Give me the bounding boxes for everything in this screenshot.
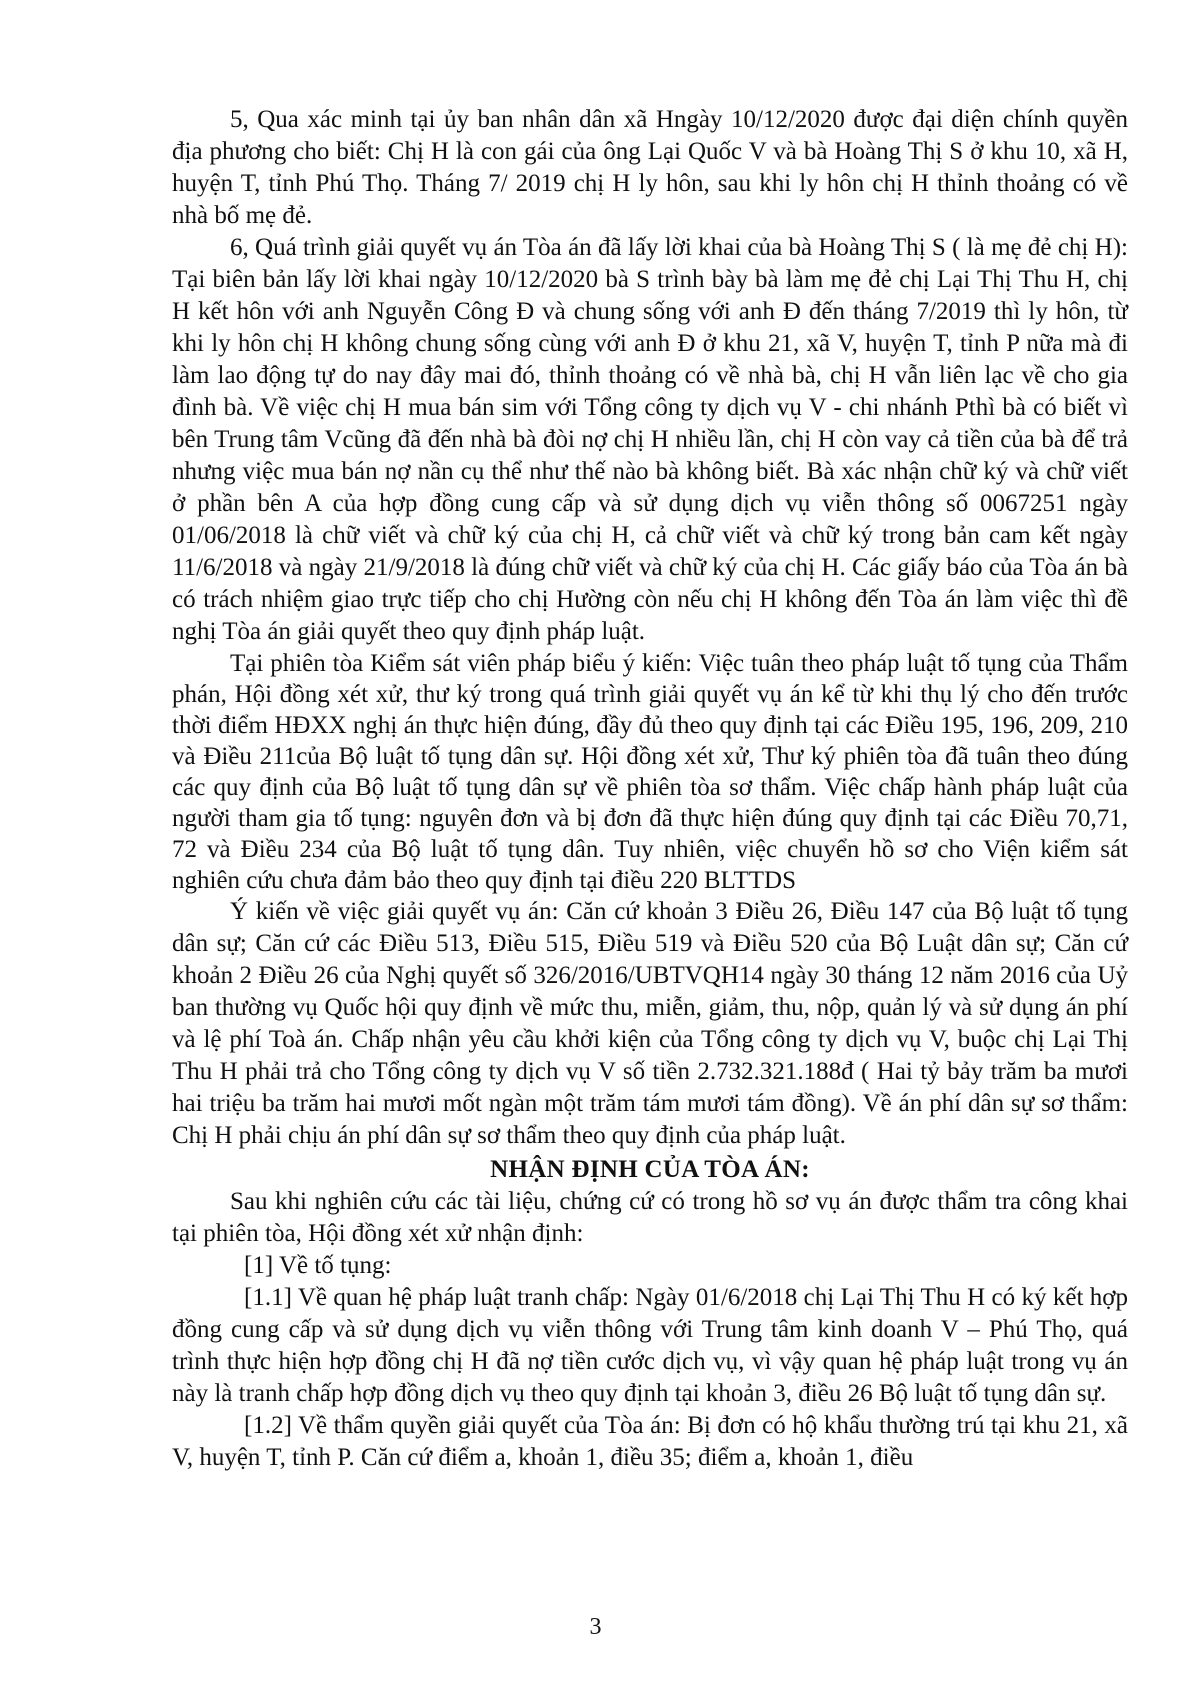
paragraph-intro: Sau khi nghiên cứu các tài liệu, chứng cứ có trong hồ sơ vụ án được thẩm tra công khai tại phiên tòa, Hội đồng xét xử nhận định: — [172, 1188, 1128, 1247]
section-heading: NHẬN ĐỊNH CỦA TÒA ÁN: — [490, 1156, 810, 1183]
paragraph-verification: 5, Qua xác minh tại ủy ban nhân dân xã Hngày 10/12/2020 được đại diện chính quyền địa phương cho biết: Chị H là con gái của ông Lại Quốc V và bà Hoàng Thị S ở khu 10, xã H, huyện T, tỉnh Phú Thọ. Tháng 7/ 2019 chị H ly hôn, sau khi ly hôn chị H thỉnh thoảng có về nhà bố mẹ đẻ. — [172, 106, 1128, 229]
document-body — [172, 104, 1128, 1474]
paragraph-legal-relation: [1.1] Về quan hệ pháp luật tranh chấp: Ngày 01/6/2018 chị Lại Thị Thu H có ký kết hợp đồng cung cấp và sử dụng dịch vụ viễn thông với Trung tâm kinh doanh V – Phú Thọ, quá trình thực hiện hợp đồng chị H đã nợ tiền cước dịch vụ, vì vậy quan hệ pháp luật trong vụ án này là tranh chấp hợp đồng dịch vụ theo quy định tại khoản 3, điều 26 Bộ luật tố tụng dân sự. — [172, 1284, 1128, 1407]
paragraph-jurisdiction: [1.2] Về thẩm quyền giải quyết của Tòa án: Bị đơn có hộ khẩu thường trú tại khu 21, xã V, huyện T, tỉnh P. Căn cứ điểm a, khoản 1, điều 35; điểm a, khoản 1, điều — [172, 1412, 1128, 1471]
paragraph-prosecutor-opinion: Tại phiên tòa Kiểm sát viên pháp biểu ý kiến: Việc tuân theo pháp luật tố tụng của Thẩm phán, Hội đồng xét xử, thư ký trong quá trình giải quyết vụ án kể từ khi thụ lý cho đến trước thời điểm HĐXX nghị án thực hiện đúng, đầy đủ theo quy định tại các Điều 195, 196, 209, 210 và Điều 211của Bộ luật tố tụng dân sự. Hội đồng xét xử, Thư ký phiên tòa đã tuân theo đúng các quy định của Bộ luật tố tụng dân sự về phiên tòa sơ thẩm. Việc chấp hành pháp luật của người tham gia tố tụng: nguyên đơn và bị đơn đã thực hiện đúng quy định tại các Điều 70,71, 72 và Điều 234 của Bộ luật tố tụng dân. Tuy nhiên, việc chuyển hồ sơ cho Viện kiểm sát nghiên cứu chưa đảm bảo theo quy định tại điều 220 BLTTDS — [172, 650, 1128, 894]
paragraph-procedure-heading: [1] Về tố tụng: — [244, 1252, 392, 1279]
paragraph-resolution-opinion: Ý kiến về việc giải quyết vụ án: Căn cứ khoản 3 Điều 26, Điều 147 của Bộ luật tố tụng dân sự; Căn cứ các Điều 513, Điều 515, Điều 519 và Điều 520 của Bộ Luật dân sự; Căn cứ khoản 2 Điều 26 của Nghị quyết số 326/2016/UBTVQH14 ngày 30 tháng 12 năm 2016 của Uỷ ban thường vụ Quốc hội quy định về mức thu, miễn, giảm, thu, nộp, quản lý và sử dụng án phí và lệ phí Toà án. Chấp nhận yêu cầu khởi kiện của Tổng công ty dịch vụ V, buộc chị Lại Thị Thu H phải trả cho Tổng công ty dịch vụ V số tiền 2.732.321.188đ ( Hai tỷ bảy trăm ba mươi hai triệu ba trăm hai mươi mốt ngàn một trăm tám mươi tám đồng). Về án phí dân sự sơ thẩm: Chị H phải chịu án phí dân sự sơ thẩm theo quy định của pháp luật. — [172, 898, 1128, 1149]
page-number: 3 — [589, 1614, 602, 1640]
paragraph-testimony: 6, Quá trình giải quyết vụ án Tòa án đã lấy lời khai của bà Hoàng Thị S ( là mẹ đẻ chị H): Tại biên bản lấy lời khai ngày 10/12/2020 bà S trình bày bà làm mẹ đẻ chị Lại Thị Thu H, chị H kết hôn với anh Nguyễn Công Đ và chung sống với anh Đ đến tháng 7/2019 thì ly hôn, từ khi ly hôn chị H không chung sống cùng với anh Đ ở khu 21, xã V, huyện T, tỉnh P nữa mà đi làm lao động tự do nay đây mai đó, thỉnh thoảng có về nhà bà, chị H vẫn liên lạc về cho gia đình bà. Về việc chị H mua bán sim với Tổng công ty dịch vụ V - chi nhánh Pthì bà có biết vì bên Trung tâm Vcũng đã đến nhà bà đòi nợ chị H nhiều lần, chị H còn vay cả tiền của bà để trả nhưng việc mua bán nợ nần cụ thể như thế nào bà không biết. Bà xác nhận chữ ký và chữ viết ở phần bên A của hợp đồng cung cấp và sử dụng dịch vụ viễn thông số 0067251 ngày 01/06/2018 là chữ viết và chữ ký của chị H, cả chữ viết và chữ ký trong bản cam kết ngày 11/6/2018 và ngày 21/9/2018 là đúng chữ viết và chữ ký của chị H. Các giấy báo của Tòa án bà có trách nhiệm giao trực tiếp cho chị Hường còn nếu chị H không đến Tòa án làm việc thì đề nghị Tòa án giải quyết theo quy định pháp luật. — [172, 234, 1128, 645]
